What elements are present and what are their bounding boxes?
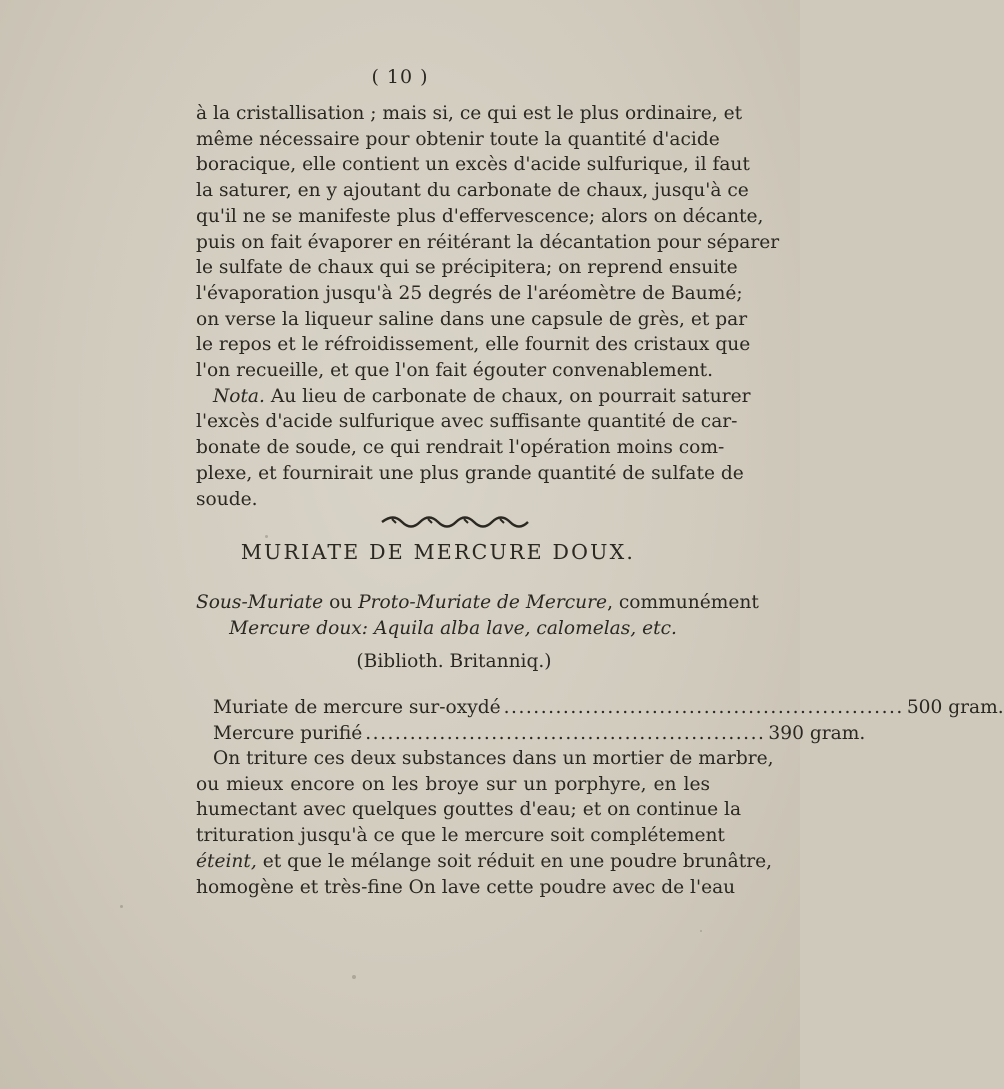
paragraph-trituration (196, 746, 774, 900)
nota-label: Nota. (213, 385, 265, 407)
section-subtitle (196, 590, 759, 641)
subtitle-text: , communément (607, 592, 759, 613)
paper-speck (352, 975, 356, 979)
source-reference: (Biblioth. Britanniq.) (356, 651, 552, 672)
section-title: MURIATE DE MERCURE DOUX. (240, 540, 636, 564)
text-line: homogène et très-fine On lave cette poudre avec de l'eau (196, 876, 736, 898)
page-number: ( 10 ) (371, 66, 429, 88)
text-line: trituration jusqu'à ce que le mercure soit complétement (196, 825, 725, 847)
ingredient-name: Mercure purifié (213, 722, 363, 744)
text-line: soude. (196, 488, 258, 510)
text-line: bonate de soude, ce qui rendrait l'opération moins com- (196, 437, 725, 459)
recipe-row (213, 721, 866, 747)
subtitle-line-1 (196, 590, 759, 616)
text-line: plexe, et fournirait une plus grande quantité de sulfate de (196, 462, 744, 484)
text-line: l'excès d'acide sulfurique avec suffisante quantité de car- (196, 411, 738, 433)
leader-dots: ...................................................... (503, 697, 904, 718)
nota-first-line (196, 384, 751, 410)
ornament-divider-icon (380, 514, 530, 530)
text-line: puis on fait évaporer en réitérant la décantation pour séparer (196, 231, 780, 253)
text-line: humectant avec quelques gouttes d'eau; et on continue la (196, 799, 742, 821)
text-line: même nécessaire pour obtenir toute la quantité d'acide (196, 128, 720, 150)
text-line: l'on recueille, et que l'on fait égouter convenablement. (196, 360, 714, 382)
recipe-list (213, 695, 1004, 746)
nota-text: Au lieu de carbonate de chaux, on pourrait saturer (270, 385, 751, 407)
text-line: boracique, elle contient un excès d'acide sulfurique, il faut (196, 154, 750, 176)
leader-dots: ...................................................... (365, 722, 766, 744)
text-line: On triture ces deux substances dans un mortier de marbre, (213, 748, 774, 769)
paragraph-cristallisation (196, 101, 780, 512)
ingredient-quantity: 390 gram. (768, 722, 866, 744)
subtitle-term: Proto-Muriate de Mercure (358, 592, 608, 613)
paper-speck (700, 930, 702, 932)
text-span: et que le mélange soit réduit en une poudre brunâtre, (256, 850, 773, 872)
text-line: on verse la liqueur saline dans une capsule de grès, et par (196, 308, 748, 330)
text-line: le sulfate de chaux qui se précipitera; on reprend ensuite (196, 257, 738, 279)
text-line: ou mieux encore on les broye sur un porphyre, en les (196, 773, 710, 795)
subtitle-conjunction: ou (323, 592, 359, 613)
subtitle-term: Sous-Muriate (196, 592, 324, 613)
paper-speck (265, 535, 268, 538)
text-line: le repos et le réfroidissement, elle fournit des cristaux que (196, 334, 751, 356)
text-line: qu'il ne se manifeste plus d'effervescence; alors on décante, (196, 205, 764, 227)
text-line-mixed (196, 849, 773, 875)
paper-speck (120, 905, 123, 908)
recipe-row (213, 695, 1004, 721)
ingredient-quantity: 500 gram. (906, 697, 1004, 718)
ingredient-name: Muriate de mercure sur-oxydé (213, 697, 501, 718)
text-line: la saturer, en y ajoutant du carbonate de chaux, jusqu'à ce (196, 180, 749, 202)
emphasis-word: éteint, (196, 850, 257, 872)
text-line: à la cristallisation ; mais si, ce qui est le plus ordinaire, et (196, 103, 743, 124)
text-line: l'évaporation jusqu'à 25 degrés de l'aréomètre de Baumé; (196, 282, 743, 304)
subtitle-line-2: Mercure doux: Aquila alba lave, calomelas, etc. (229, 617, 677, 639)
